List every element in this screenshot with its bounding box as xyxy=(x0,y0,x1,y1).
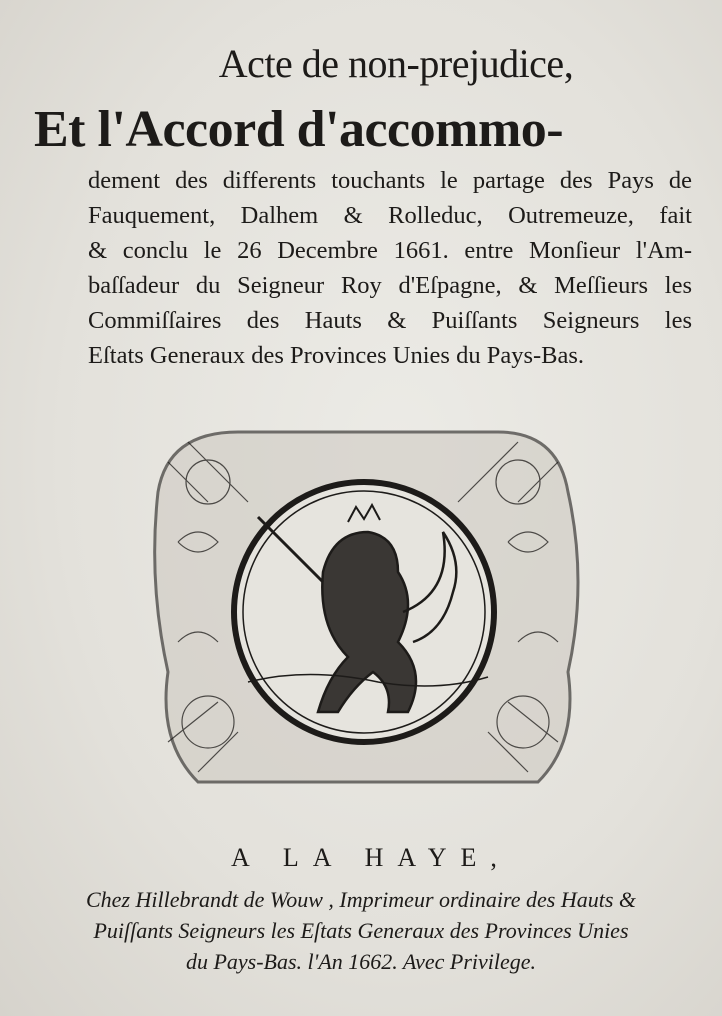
body-line: baſſadeur du Seigneur Roy d'Eſpagne, & Meſſieurs les xyxy=(88,272,692,299)
imprint-line: Puiſſants Seigneurs les Eſtats Generaux des Provinces Unies xyxy=(93,918,629,943)
body-line: dement des differents touchants le partage des Pays de xyxy=(88,167,692,194)
title-body xyxy=(88,163,692,373)
body-line: & conclu le 26 Decembre 1661. entre Monſieur l'Am- xyxy=(88,237,692,264)
body-line: Fauquement, Dalhem & Rolleduc, Outremeuze, fait xyxy=(88,202,692,229)
title-line-2: Et l'Accord d'accommo- xyxy=(34,101,564,158)
body-line: Eſtats Generaux des Provinces Unies du Pays-Bas. xyxy=(88,342,585,369)
imprint-line: Chez Hillebrandt de Wouw , Imprimeur ordinaire des Hauts & xyxy=(86,887,636,912)
body-line: Commiſſaires des Hauts & Puiſſants Seigneurs les xyxy=(88,307,692,334)
title-line-1: Acte de non-prejudice, xyxy=(218,41,574,86)
woodcut-lion-emblem xyxy=(138,422,590,792)
imprint-place: A LA HAYE, xyxy=(231,843,511,872)
imprint-line: du Pays-Bas. l'An 1662. Avec Privilege. xyxy=(185,949,537,974)
